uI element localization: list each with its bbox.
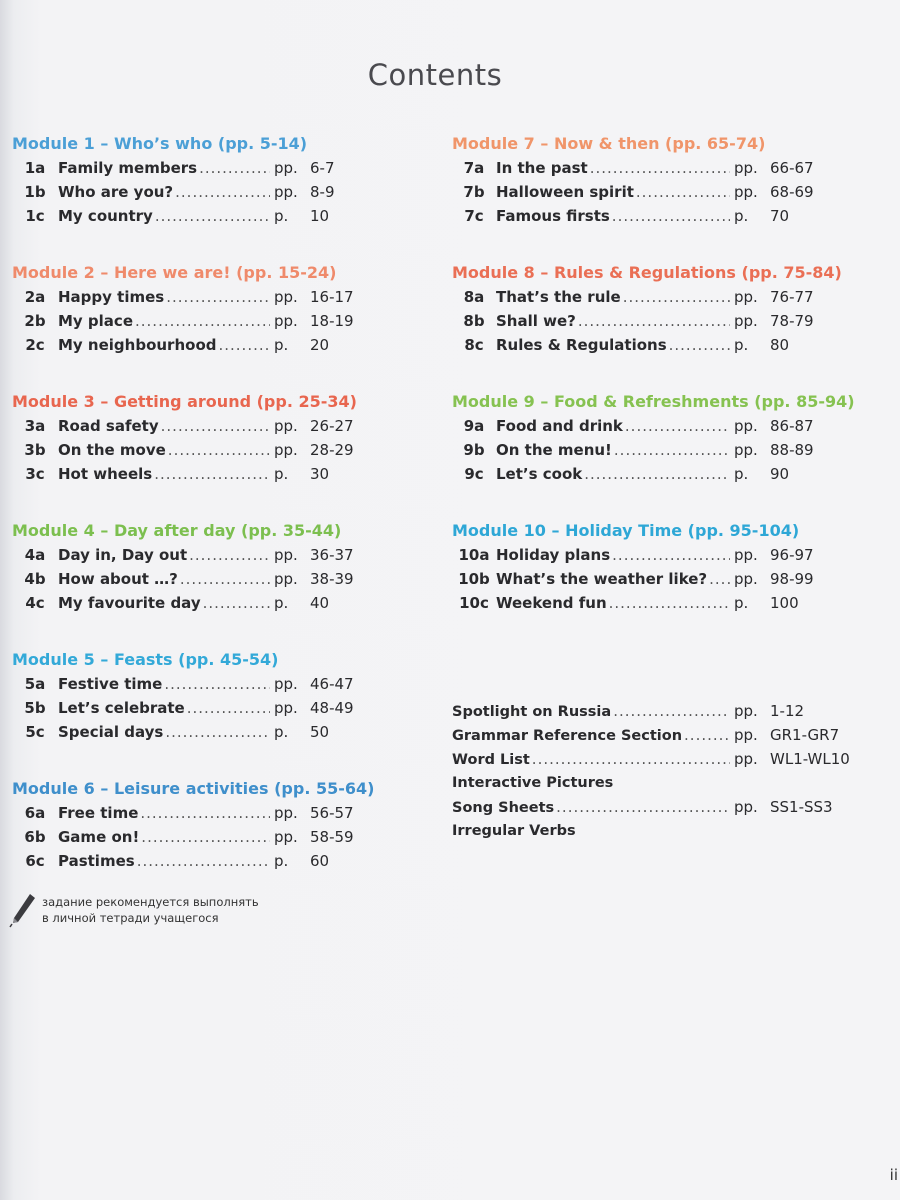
page-range: 98-99 bbox=[770, 570, 814, 588]
dot-leader bbox=[180, 567, 270, 591]
unit-code: 1c bbox=[25, 207, 45, 225]
unit-title: On the move bbox=[58, 441, 166, 459]
dot-leader bbox=[584, 462, 730, 486]
page-prefix: pp. bbox=[734, 288, 758, 306]
page-range: 10 bbox=[310, 207, 330, 225]
module-section bbox=[452, 519, 852, 615]
page-range: 56-57 bbox=[310, 804, 354, 822]
unit-code: 7c bbox=[464, 207, 484, 225]
page-prefix: pp. bbox=[274, 312, 298, 330]
unit-code: 4b bbox=[24, 570, 46, 588]
unit-title: Road safety bbox=[58, 417, 159, 435]
unit-row[interactable] bbox=[12, 333, 392, 357]
extras-item[interactable] bbox=[452, 747, 852, 771]
page-range: 36-37 bbox=[310, 546, 354, 564]
dot-leader bbox=[609, 591, 730, 615]
unit-row[interactable] bbox=[452, 543, 852, 567]
extras-title: Word List bbox=[452, 752, 530, 768]
unit-title: What’s the weather like? bbox=[496, 570, 708, 588]
unit-title: My country bbox=[58, 207, 153, 225]
page-prefix: p. bbox=[734, 336, 749, 354]
page-range: 50 bbox=[310, 723, 330, 741]
dot-leader bbox=[154, 462, 270, 486]
page-prefix: pp. bbox=[734, 183, 758, 201]
dot-leader bbox=[137, 849, 270, 873]
page-prefix: pp. bbox=[734, 798, 758, 816]
unit-code: 4c bbox=[25, 594, 45, 612]
page-prefix: p. bbox=[734, 594, 749, 612]
unit-title: Pastimes bbox=[58, 852, 135, 870]
page-prefix: pp. bbox=[734, 417, 758, 435]
unit-title: Let’s cook bbox=[496, 465, 583, 483]
unit-row[interactable] bbox=[452, 156, 852, 180]
module-section bbox=[452, 390, 855, 486]
unit-code: 3c bbox=[25, 465, 45, 483]
page-range: WL1-WL10 bbox=[770, 750, 850, 768]
page-prefix: pp. bbox=[274, 804, 298, 822]
unit-code: 10a bbox=[458, 546, 490, 564]
dot-leader bbox=[684, 723, 730, 747]
extras-item[interactable] bbox=[452, 819, 852, 843]
unit-row[interactable] bbox=[12, 285, 392, 309]
unit-code: 6c bbox=[25, 852, 45, 870]
unit-title: My favourite day bbox=[58, 594, 201, 612]
dot-leader bbox=[199, 156, 270, 180]
unit-title: Weekend fun bbox=[496, 594, 607, 612]
page-prefix: pp. bbox=[734, 159, 758, 177]
dot-leader bbox=[141, 825, 270, 849]
unit-row[interactable] bbox=[452, 285, 852, 309]
unit-row[interactable] bbox=[12, 672, 392, 696]
extras-title: Song Sheets bbox=[452, 800, 555, 816]
page-range: 38-39 bbox=[310, 570, 354, 588]
dot-leader bbox=[614, 438, 730, 462]
page-prefix: pp. bbox=[734, 312, 758, 330]
unit-title: Festive time bbox=[58, 675, 163, 693]
page-prefix: pp. bbox=[274, 159, 298, 177]
unit-row[interactable] bbox=[452, 567, 852, 591]
unit-code: 6b bbox=[24, 828, 46, 846]
module-section bbox=[452, 261, 852, 357]
unit-code: 8b bbox=[463, 312, 485, 330]
unit-row[interactable] bbox=[12, 543, 392, 567]
dot-leader bbox=[623, 285, 730, 309]
extras-title: Grammar Reference Section bbox=[452, 728, 683, 744]
module-title[interactable]: Module 8 – Rules & Regulations (pp. 75-84) bbox=[452, 263, 842, 282]
extras-title: Interactive Pictures bbox=[452, 775, 614, 791]
unit-code: 8a bbox=[463, 288, 485, 306]
page-prefix: pp. bbox=[734, 750, 758, 768]
page-range: GR1-GR7 bbox=[770, 726, 840, 744]
unit-code: 5a bbox=[24, 675, 46, 693]
unit-code: 6a bbox=[24, 804, 46, 822]
page-prefix: pp. bbox=[734, 570, 758, 588]
unit-title: Halloween spirit bbox=[496, 183, 634, 201]
module-title[interactable]: Module 6 – Leisure activities (pp. 55-64) bbox=[12, 779, 375, 798]
unit-title: Family members bbox=[58, 159, 198, 177]
unit-title: In the past bbox=[496, 159, 588, 177]
unit-row[interactable] bbox=[12, 180, 392, 204]
unit-code: 10b bbox=[458, 570, 490, 588]
page-range: 1-12 bbox=[770, 702, 805, 720]
page-range: 30 bbox=[310, 465, 330, 483]
page-range: SS1-SS3 bbox=[770, 798, 833, 816]
unit-title: My place bbox=[58, 312, 133, 330]
dot-leader bbox=[168, 438, 270, 462]
unit-row[interactable] bbox=[12, 567, 392, 591]
module-section bbox=[12, 261, 392, 357]
dot-leader bbox=[203, 591, 270, 615]
contents-right-column bbox=[452, 132, 855, 843]
page-prefix: p. bbox=[274, 723, 289, 741]
footnote-line-1: задание рекомендуется выполнять bbox=[42, 895, 259, 909]
unit-title: Food and drink bbox=[496, 417, 623, 435]
page-range: 90 bbox=[770, 465, 790, 483]
module-title[interactable]: Module 7 – Now & then (pp. 65-74) bbox=[452, 134, 766, 153]
page-range: 66-67 bbox=[770, 159, 814, 177]
page-prefix: pp. bbox=[274, 441, 298, 459]
unit-row[interactable] bbox=[452, 333, 852, 357]
page-prefix: pp. bbox=[274, 288, 298, 306]
page-prefix: pp. bbox=[734, 726, 758, 744]
unit-row[interactable] bbox=[452, 414, 852, 438]
page-prefix: pp. bbox=[274, 417, 298, 435]
page-prefix: pp. bbox=[734, 702, 758, 720]
page-prefix: pp. bbox=[274, 699, 298, 717]
module-section bbox=[452, 132, 852, 228]
extras-title: Irregular Verbs bbox=[452, 823, 576, 839]
unit-row[interactable] bbox=[12, 438, 392, 462]
module-title[interactable]: Module 2 – Here we are! (pp. 15-24) bbox=[12, 263, 337, 282]
module-title[interactable]: Module 9 – Food & Refreshments (pp. 85-94) bbox=[452, 392, 855, 411]
extras-list bbox=[452, 699, 852, 843]
extras-item[interactable] bbox=[452, 795, 852, 819]
page-prefix: pp. bbox=[274, 828, 298, 846]
unit-row[interactable] bbox=[12, 849, 392, 873]
page-prefix: pp. bbox=[734, 441, 758, 459]
page-range: 96-97 bbox=[770, 546, 814, 564]
page-range: 26-27 bbox=[310, 417, 354, 435]
unit-row[interactable] bbox=[452, 462, 852, 486]
unit-code: 7a bbox=[463, 159, 485, 177]
dot-leader bbox=[532, 747, 730, 771]
page-range: 18-19 bbox=[310, 312, 354, 330]
page-range: 88-89 bbox=[770, 441, 814, 459]
unit-code: 5b bbox=[24, 699, 46, 717]
unit-row[interactable] bbox=[452, 204, 852, 228]
dot-leader bbox=[135, 309, 270, 333]
unit-row[interactable] bbox=[12, 696, 392, 720]
unit-code: 9c bbox=[464, 465, 484, 483]
dot-leader bbox=[166, 285, 270, 309]
dot-leader bbox=[218, 333, 270, 357]
dot-leader bbox=[187, 696, 270, 720]
page-range: 78-79 bbox=[770, 312, 814, 330]
unit-title: That’s the rule bbox=[496, 288, 621, 306]
module-title[interactable]: Module 4 – Day after day (pp. 35-44) bbox=[12, 521, 342, 540]
page-prefix: pp. bbox=[274, 183, 298, 201]
unit-row[interactable] bbox=[452, 591, 852, 615]
contents-left-column bbox=[12, 132, 392, 906]
page-prefix: p. bbox=[274, 594, 289, 612]
unit-title: Let’s celebrate bbox=[58, 699, 185, 717]
page-title: Contents bbox=[367, 58, 503, 92]
page-range: 80 bbox=[770, 336, 790, 354]
dot-leader bbox=[161, 414, 270, 438]
page-range: 46-47 bbox=[310, 675, 354, 693]
unit-title: Game on! bbox=[58, 828, 140, 846]
dot-leader bbox=[578, 309, 730, 333]
unit-title: Free time bbox=[58, 804, 139, 822]
page-range: 16-17 bbox=[310, 288, 354, 306]
module-section bbox=[12, 519, 392, 615]
unit-code: 2c bbox=[25, 336, 45, 354]
dot-leader bbox=[140, 801, 270, 825]
unit-title: Rules & Regulations bbox=[496, 336, 667, 354]
unit-code: 9b bbox=[463, 441, 485, 459]
dot-leader bbox=[636, 180, 730, 204]
unit-row[interactable] bbox=[12, 204, 392, 228]
page-range: 40 bbox=[310, 594, 330, 612]
dot-leader bbox=[625, 414, 730, 438]
dot-leader bbox=[164, 672, 270, 696]
unit-title: Hot wheels bbox=[58, 465, 153, 483]
dot-leader bbox=[669, 333, 730, 357]
dot-leader bbox=[155, 204, 270, 228]
page-range: 48-49 bbox=[310, 699, 354, 717]
dot-leader bbox=[590, 156, 730, 180]
unit-code: 2a bbox=[24, 288, 46, 306]
unit-code: 1a bbox=[24, 159, 46, 177]
page-range: 100 bbox=[770, 594, 799, 612]
page-range: 6-7 bbox=[310, 159, 335, 177]
pen-icon bbox=[8, 892, 38, 928]
page-range: 70 bbox=[770, 207, 790, 225]
unit-title: Who are you? bbox=[58, 183, 174, 201]
page-range: 86-87 bbox=[770, 417, 814, 435]
unit-code: 8c bbox=[464, 336, 484, 354]
unit-row[interactable] bbox=[12, 309, 392, 333]
unit-code: 7b bbox=[463, 183, 485, 201]
unit-code: 3a bbox=[24, 417, 46, 435]
page-range: 58-59 bbox=[310, 828, 354, 846]
module-section bbox=[12, 132, 392, 228]
page-prefix: p. bbox=[734, 207, 749, 225]
page-range: 8-9 bbox=[310, 183, 335, 201]
page-prefix: pp. bbox=[274, 570, 298, 588]
module-title[interactable]: Module 1 – Who’s who (pp. 5-14) bbox=[12, 134, 308, 153]
unit-title: Day in, Day out bbox=[58, 546, 188, 564]
unit-code: 9a bbox=[463, 417, 485, 435]
dot-leader bbox=[612, 204, 730, 228]
unit-row[interactable] bbox=[452, 309, 852, 333]
unit-code: 5c bbox=[25, 723, 45, 741]
extras-title: Spotlight on Russia bbox=[452, 704, 612, 720]
unit-row[interactable] bbox=[12, 801, 392, 825]
page-prefix: pp. bbox=[734, 546, 758, 564]
unit-row[interactable] bbox=[452, 180, 852, 204]
dot-leader bbox=[612, 543, 730, 567]
unit-code: 2b bbox=[24, 312, 46, 330]
unit-row[interactable] bbox=[12, 825, 392, 849]
unit-title: On the menu! bbox=[496, 441, 612, 459]
unit-title: Happy times bbox=[58, 288, 165, 306]
unit-code: 10c bbox=[459, 594, 489, 612]
unit-row[interactable] bbox=[12, 591, 392, 615]
page-prefix: p. bbox=[734, 465, 749, 483]
page-prefix: pp. bbox=[274, 546, 298, 564]
page-prefix: p. bbox=[274, 852, 289, 870]
footnote bbox=[8, 892, 259, 928]
unit-code: 4a bbox=[24, 546, 46, 564]
extras-item[interactable] bbox=[452, 699, 852, 723]
unit-title: My neighbourhood bbox=[58, 336, 217, 354]
module-section bbox=[12, 648, 392, 744]
dot-leader bbox=[189, 543, 270, 567]
module-title[interactable]: Module 10 – Holiday Time (pp. 95-104) bbox=[452, 521, 800, 540]
dot-leader bbox=[175, 180, 270, 204]
unit-title: How about …? bbox=[58, 570, 178, 588]
extras-item[interactable] bbox=[452, 723, 852, 747]
module-title[interactable]: Module 3 – Getting around (pp. 25-34) bbox=[12, 392, 357, 411]
page-range: 68-69 bbox=[770, 183, 814, 201]
dot-leader bbox=[709, 567, 730, 591]
unit-title: Shall we? bbox=[496, 312, 576, 330]
dot-leader bbox=[613, 699, 730, 723]
page-range: 28-29 bbox=[310, 441, 354, 459]
unit-row[interactable] bbox=[12, 414, 392, 438]
page-range: 20 bbox=[310, 336, 330, 354]
page-number: ii bbox=[889, 1166, 898, 1184]
module-title[interactable]: Module 5 – Feasts (pp. 45-54) bbox=[12, 650, 279, 669]
page-prefix: p. bbox=[274, 207, 289, 225]
unit-row[interactable] bbox=[12, 156, 392, 180]
page-range: 76-77 bbox=[770, 288, 814, 306]
page-prefix: p. bbox=[274, 465, 289, 483]
unit-title: Special days bbox=[58, 723, 164, 741]
module-section bbox=[12, 390, 392, 486]
dot-leader bbox=[556, 795, 730, 819]
unit-title: Holiday plans bbox=[496, 546, 611, 564]
unit-code: 3b bbox=[24, 441, 46, 459]
footnote-line-2: в личной тетради учащегося bbox=[42, 911, 219, 925]
page-prefix: pp. bbox=[274, 675, 298, 693]
page-prefix: p. bbox=[274, 336, 289, 354]
unit-title: Famous firsts bbox=[496, 207, 610, 225]
unit-row[interactable] bbox=[452, 438, 852, 462]
extras-item[interactable] bbox=[452, 771, 852, 795]
module-section bbox=[12, 777, 392, 873]
unit-row[interactable] bbox=[12, 720, 392, 744]
unit-code: 1b bbox=[24, 183, 46, 201]
page-range: 60 bbox=[310, 852, 330, 870]
dot-leader bbox=[165, 720, 270, 744]
unit-row[interactable] bbox=[12, 462, 392, 486]
